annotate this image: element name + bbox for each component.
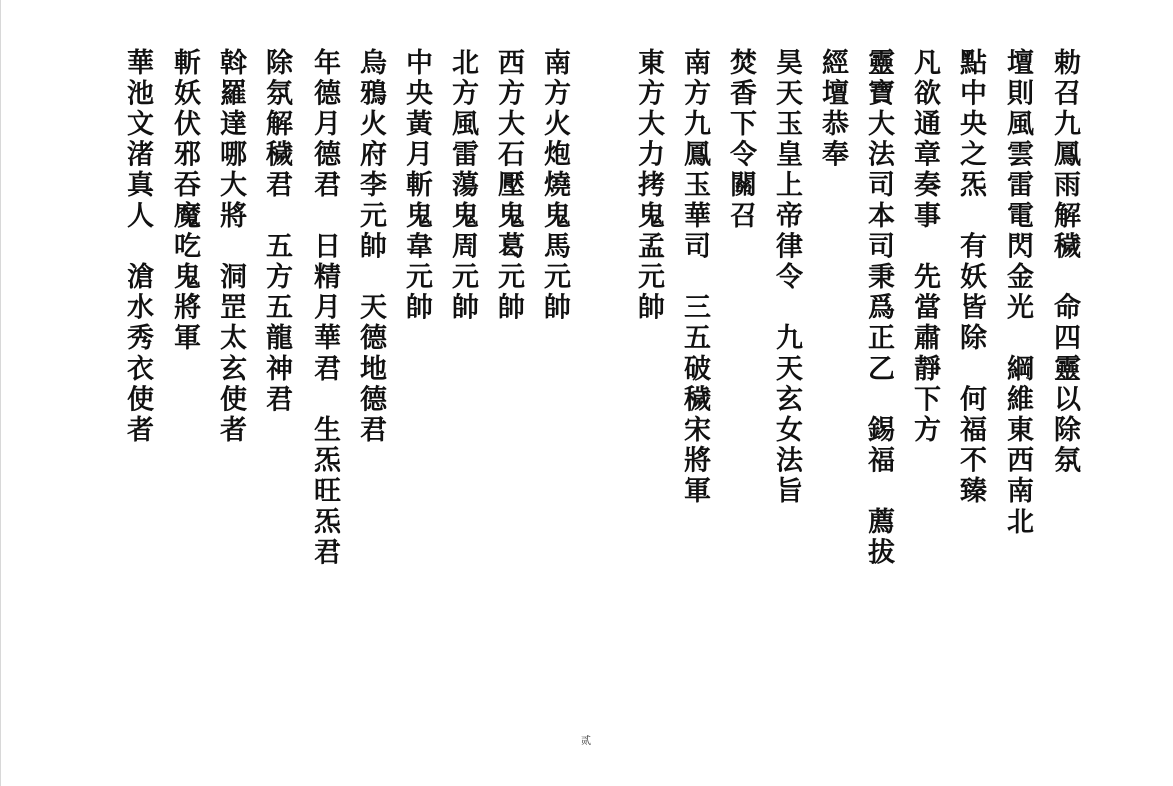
text-column-6: 經壇恭奉: [817, 48, 848, 171]
text-column-9: 南方九鳳玉華司 三五破穢宋將軍: [679, 48, 710, 507]
text-column-16: 年德月德君 日精月華君 生炁旺炁君: [309, 48, 340, 569]
text-column-5: 靈寶大法司本司秉爲正乙 錫福 薦拔: [863, 48, 894, 569]
page-number: 贰: [581, 736, 591, 747]
text-column-11: 南方火炮燒鬼馬元帥: [539, 48, 570, 324]
text-column-14: 中央黃月斬鬼韋元帥: [401, 48, 432, 324]
text-column-8: 焚香下令關召: [725, 48, 756, 232]
text-column-20: 華池文渚真人 滄水秀衣使者: [122, 48, 153, 446]
text-column-10: 東方大力拷鬼孟元帥: [633, 48, 664, 324]
text-column-17: 除氛解穢君 五方五龍神君: [261, 48, 292, 416]
text-column-7: 昊天玉皇上帝律令 九天玄女法旨: [771, 48, 802, 507]
text-column-13: 北方風雷蕩鬼周元帥: [447, 48, 478, 324]
text-column-12: 西方大石壓鬼葛元帥: [493, 48, 524, 324]
text-column-15: 烏鴉火府李元帥 天德地德君: [355, 48, 386, 446]
text-column-3: 點中央之炁 有妖皆除 何福不臻: [955, 48, 986, 507]
text-column-2: 壇則風雲雷電閃金光 綱維東西南北: [1002, 48, 1033, 538]
text-column-4: 凡欲通章奏事 先當肅靜下方: [909, 48, 940, 446]
text-column-19: 斬妖伏邪吞魔吃鬼將軍: [169, 48, 200, 354]
text-column-1: 勅召九鳳雨解穢 命四靈以除氛: [1049, 48, 1080, 477]
text-column-18: 斡羅達哪大將 洞罡太玄使者: [215, 48, 246, 446]
